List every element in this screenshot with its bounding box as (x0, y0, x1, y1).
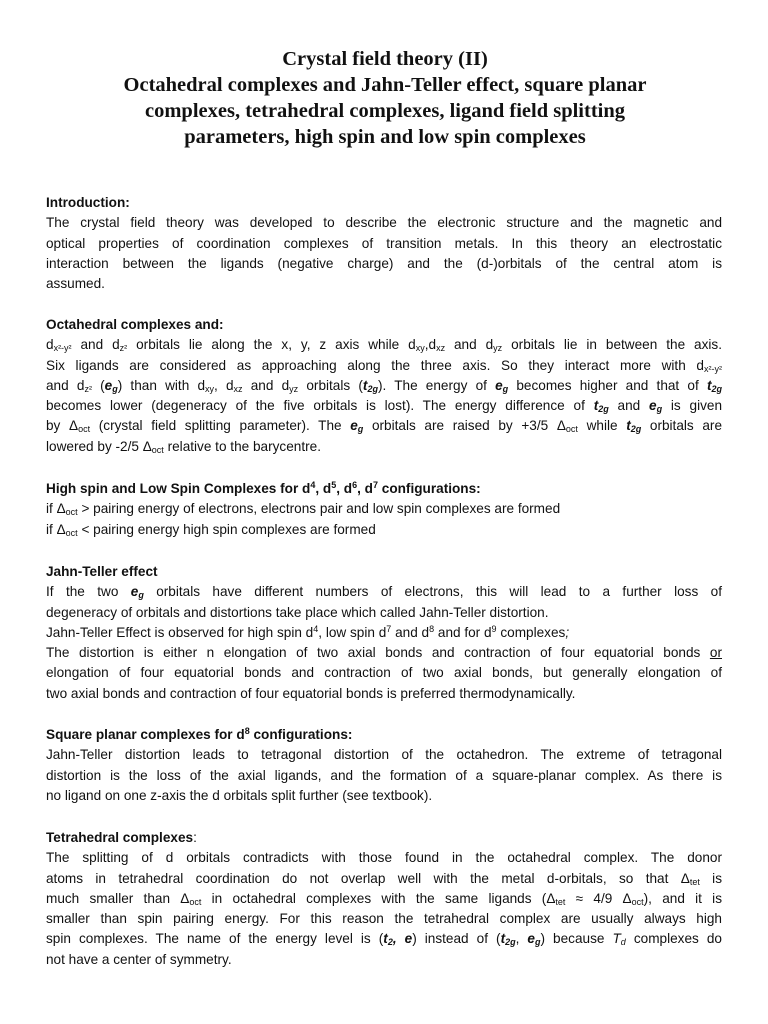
paragraph-line: if $\Delta_{oct}$ < pairing energy high spin complexes are formed (46, 521, 376, 538)
section-heading: Introduction: (46, 195, 130, 210)
paragraph-line: not have a center of symmetry. (46, 951, 232, 967)
paragraph-line: becomes lower (degeneracy of the five orbitals is lost). The energy difference of $t_{2g}$ and $e_g$ is given (46, 398, 723, 415)
paragraph-line: smaller than spin pairing energy. For this reason the tetrahedral complex are usually always high (46, 911, 722, 927)
title-line: Crystal field theory (II) (282, 48, 488, 70)
section-octahedral (46, 315, 722, 457)
section-spin (46, 479, 722, 540)
section-heading: Octahedral complexes and: (46, 317, 224, 332)
paragraph-line: lowered by -2/5 $\Delta_{oct}$ relative to the barycentre. (46, 438, 321, 455)
paragraph-line: by $\Delta_{oct}$ (crystal field splitting parameter). The $e_g$ orbitals are raised by +3/5 $\Delta_{oct}$ while $t_{2g}$ orbitals are (46, 418, 723, 435)
title-line: parameters, high spin and low spin complexes (184, 126, 586, 148)
paragraph-line: Six ligands are considered as approaching along the three axis. So they interact more with $d_{x^2-y^2}$ (46, 357, 722, 374)
paragraph-line: and $d_{z^2}$ $(e_g)$ than with $d_{xy}$, $d_{xz}$ and $d_{yz}$ orbitals $(t_{2g})$. The energy of $e_g$ becomes higher and that of $t_{2g}$ (46, 377, 722, 394)
paragraph-line: Jahn-Teller Effect is observed for high spin $d^4$, low spin $d^7$ and $d^8$ and for $d^9$ complexes; (46, 623, 570, 640)
paragraph-line: The crystal field theory was developed to describe the electronic structure and the magnetic and (46, 215, 722, 231)
paragraph-line: spin complexes. The name of the energy level is ($t_2$, e) instead of ($t_{2g}$, $e_g$) because $T_d$ complexes do (46, 931, 722, 948)
paragraph-line: if $\Delta_{oct}$ > pairing energy of electrons, electrons pair and low spin complexes are formed (46, 501, 561, 518)
section-heading: Tetrahedral complexes: (46, 830, 197, 845)
title-line: Octahedral complexes and Jahn-Teller effect, square planar (123, 74, 647, 96)
paragraph-line: degeneracy of orbitals and distortions take place which called Jahn-Teller distortion. (46, 604, 549, 620)
section-heading: Square planar complexes for $d^8$ configurations: (46, 726, 353, 742)
paragraph-line: The splitting of d orbitals contradicts with those found in the octahedral complex. The donor (46, 850, 722, 866)
paragraph-line: atoms in tetrahedral coordination do not overlap well with the metal d-orbitals, so that $\Delta_{tet}$ is (46, 870, 723, 887)
section-jahn-teller (46, 562, 722, 704)
section-introduction (46, 193, 722, 294)
paragraph-line: two axial bonds and contraction of four equatorial bonds is preferred thermodynamically. (46, 685, 576, 701)
section-heading: Jahn-Teller effect (46, 564, 158, 579)
paragraph-line: optical properties of coordination complexes of transition metals. In this theory an electrostatic (46, 235, 722, 251)
paragraph-line: If the two $e_g$ orbitals have different numbers of electrons, this will lead to a further loss of (46, 584, 722, 601)
paragraph-line: distortion is the loss of the axial ligands, and the formation of a square-planar complex. As there is (46, 767, 722, 783)
paragraph-line: The distortion is either n elongation of two axial bonds and contraction of four equatorial bonds or (46, 645, 722, 661)
section-square-planar (46, 725, 722, 806)
paragraph-line: interaction between the ligands (negative charge) and the (d-)orbitals of the central atom is (46, 255, 722, 271)
section-heading: High spin and Low Spin Complexes for $d^4$, $d^5$, $d^6$, $d^7$ configurations: (46, 480, 481, 496)
page-title (60, 46, 710, 150)
paragraph-line: much smaller than $\Delta_{oct}$ in octahedral complexes with the same ligands ($\Delta_{tet} \approx 4/9$ $\Delta_{oct}$), and it is (46, 890, 722, 907)
title-line: complexes, tetrahedral complexes, ligand field splitting (145, 100, 625, 122)
paragraph-line: elongation of four equatorial bonds and contraction of two axial bonds, but generally elongation of (46, 665, 722, 681)
paragraph-line: $d_{x^2-y^2}$ and $d_{z^2}$ orbitals lie along the x, y, z axis while $d_{xy},d_{xz}$ and $d_{yz}$ orbitals lie in between the axis. (46, 337, 723, 354)
paragraph-line: assumed. (46, 276, 105, 292)
paragraph-line: Jahn-Teller distortion leads to tetragonal distortion of the octahedron. The extreme of tetragonal (46, 747, 722, 763)
section-tetrahedral (46, 828, 722, 970)
paragraph-line: no ligand on one z-axis the d orbitals split further (see textbook). (46, 787, 433, 803)
